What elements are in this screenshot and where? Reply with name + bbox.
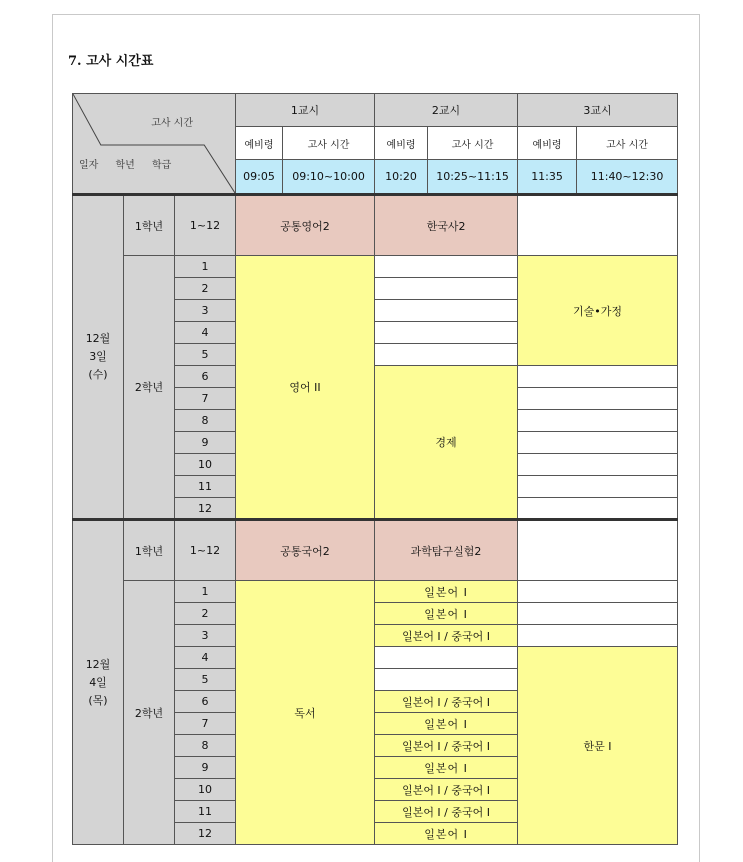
day-2-class-5: 5 [175, 669, 236, 691]
period-3-exam-label: 고사 시간 [577, 127, 678, 160]
day-1-weekday: (수) [88, 368, 108, 381]
day-2-month: 12월 [85, 657, 111, 671]
header-corner-cell [73, 94, 236, 195]
day-1-class-12-period-3 [518, 498, 678, 520]
day-2-grade-1: 1학년 [124, 520, 175, 581]
day-2-class-1-period-2: 일본어 I [375, 581, 518, 603]
day-1-grade-2-period-3-block: 기술•가정 [518, 256, 678, 366]
period-1-exam-label: 고사 시간 [283, 127, 375, 160]
day-2-class-1: 1 [175, 581, 236, 603]
period-2-prep-label: 예비령 [375, 127, 428, 160]
day-2-grade-2: 2학년 [124, 581, 175, 845]
day-1-grade-2-period-2-block: 경제 [375, 366, 518, 520]
day-1-class-5-period-2 [375, 344, 518, 366]
day-1-class-1: 1 [175, 256, 236, 278]
day-2-class-8: 8 [175, 735, 236, 757]
day-2-class-6: 6 [175, 691, 236, 713]
day-2-class-3-period-3 [518, 625, 678, 647]
day-1-class-6-period-3 [518, 366, 678, 388]
day-2-grade-1-period-3 [518, 520, 678, 581]
day-1-class-2: 2 [175, 278, 236, 300]
day-2-class-2-period-2: 일본어 I [375, 603, 518, 625]
day-1-class-6: 6 [175, 366, 236, 388]
period-3-prep-label: 예비령 [518, 127, 577, 160]
day-1-day: 3일 [89, 350, 107, 363]
day-2-class-11-period-2: 일본어 I / 중국어 I [375, 801, 518, 823]
period-3-exam-time: 11:40~12:30 [577, 160, 678, 195]
day-1-class-10: 10 [175, 454, 236, 476]
period-2-exam-label: 고사 시간 [428, 127, 518, 160]
day-2-day: 4일 [89, 675, 107, 689]
day-2-class-4: 4 [175, 647, 236, 669]
day-1-class-12: 12 [175, 498, 236, 520]
day-1-class-7-period-3 [518, 388, 678, 410]
day-1-class-8: 8 [175, 410, 236, 432]
day-1-grade-2: 2학년 [124, 256, 175, 520]
day-1-class-9-period-3 [518, 432, 678, 454]
day-2-class-12: 12 [175, 823, 236, 845]
corner-label-date-grade-class: 일자 학년 학급 [79, 160, 172, 171]
day-1-class-3: 3 [175, 300, 236, 322]
day-2-weekday: (목) [88, 693, 108, 707]
day-1-class-8-period-3 [518, 410, 678, 432]
day-1-grade-2-period-1: 영어 II [236, 256, 375, 520]
day-2-grade-1-period-2: 과학탐구실험2 [375, 520, 518, 581]
day-2-class-10: 10 [175, 779, 236, 801]
period-1-prep-label: 예비령 [236, 127, 283, 160]
exam-schedule-table [72, 93, 678, 845]
day-2-class-4-period-2 [375, 647, 518, 669]
period-1-exam-time: 09:10~10:00 [283, 160, 375, 195]
day-2-class-12-period-2: 일본어 I [375, 823, 518, 845]
day-2-grade-2-period-1: 독서 [236, 581, 375, 845]
period-1-header: 1교시 [236, 94, 375, 127]
day-2-class-3-period-2: 일본어 I / 중국어 I [375, 625, 518, 647]
day-1-class-11: 11 [175, 476, 236, 498]
day-2-class-7-period-2: 일본어 I [375, 713, 518, 735]
day-2-class-6-period-2: 일본어 I / 중국어 I [375, 691, 518, 713]
day-1-grade-1-period-2: 한국사2 [375, 195, 518, 256]
day-2-grade-2-period-3-block: 한문 I [518, 647, 678, 845]
day-2-class-9: 9 [175, 757, 236, 779]
day-2-class-1-period-3 [518, 581, 678, 603]
day-1-grade-1-classes: 1~12 [175, 195, 236, 256]
day-1-grade-1-period-1: 공통영어2 [236, 195, 375, 256]
day-2-grade-1-classes: 1~12 [175, 520, 236, 581]
day-2-class-3: 3 [175, 625, 236, 647]
day-1-class-10-period-3 [518, 454, 678, 476]
period-3-prep-time: 11:35 [518, 160, 577, 195]
period-2-prep-time: 10:20 [375, 160, 428, 195]
day-2-class-2: 2 [175, 603, 236, 625]
day-1-class-4: 4 [175, 322, 236, 344]
day-2-class-7: 7 [175, 713, 236, 735]
day-2-class-9-period-2: 일본어 I [375, 757, 518, 779]
day-2-class-10-period-2: 일본어 I / 중국어 I [375, 779, 518, 801]
day-2-grade-1-period-1: 공통국어2 [236, 520, 375, 581]
day-1-class-4-period-2 [375, 322, 518, 344]
day-2-class-5-period-2 [375, 669, 518, 691]
period-2-header: 2교시 [375, 94, 518, 127]
period-3-header: 3교시 [518, 94, 678, 127]
section-title: 7. 고사 시간표 [68, 54, 154, 69]
day-2-class-2-period-3 [518, 603, 678, 625]
day-1-class-3-period-2 [375, 300, 518, 322]
day-1-class-7: 7 [175, 388, 236, 410]
period-2-exam-time: 10:25~11:15 [428, 160, 518, 195]
day-1-date [73, 195, 124, 520]
period-1-prep-time: 09:05 [236, 160, 283, 195]
day-1-grade-1: 1학년 [124, 195, 175, 256]
day-2-class-11: 11 [175, 801, 236, 823]
day-1-class-2-period-2 [375, 278, 518, 300]
day-1-class-11-period-3 [518, 476, 678, 498]
corner-label-exam-time: 고사 시간 [151, 118, 194, 129]
day-1-class-5: 5 [175, 344, 236, 366]
day-1-month: 12월 [85, 332, 111, 345]
day-1-grade-1-period-3 [518, 195, 678, 256]
day-1-class-9: 9 [175, 432, 236, 454]
day-1-class-1-period-2 [375, 256, 518, 278]
day-2-class-8-period-2: 일본어 I / 중국어 I [375, 735, 518, 757]
day-2-date [73, 520, 124, 845]
